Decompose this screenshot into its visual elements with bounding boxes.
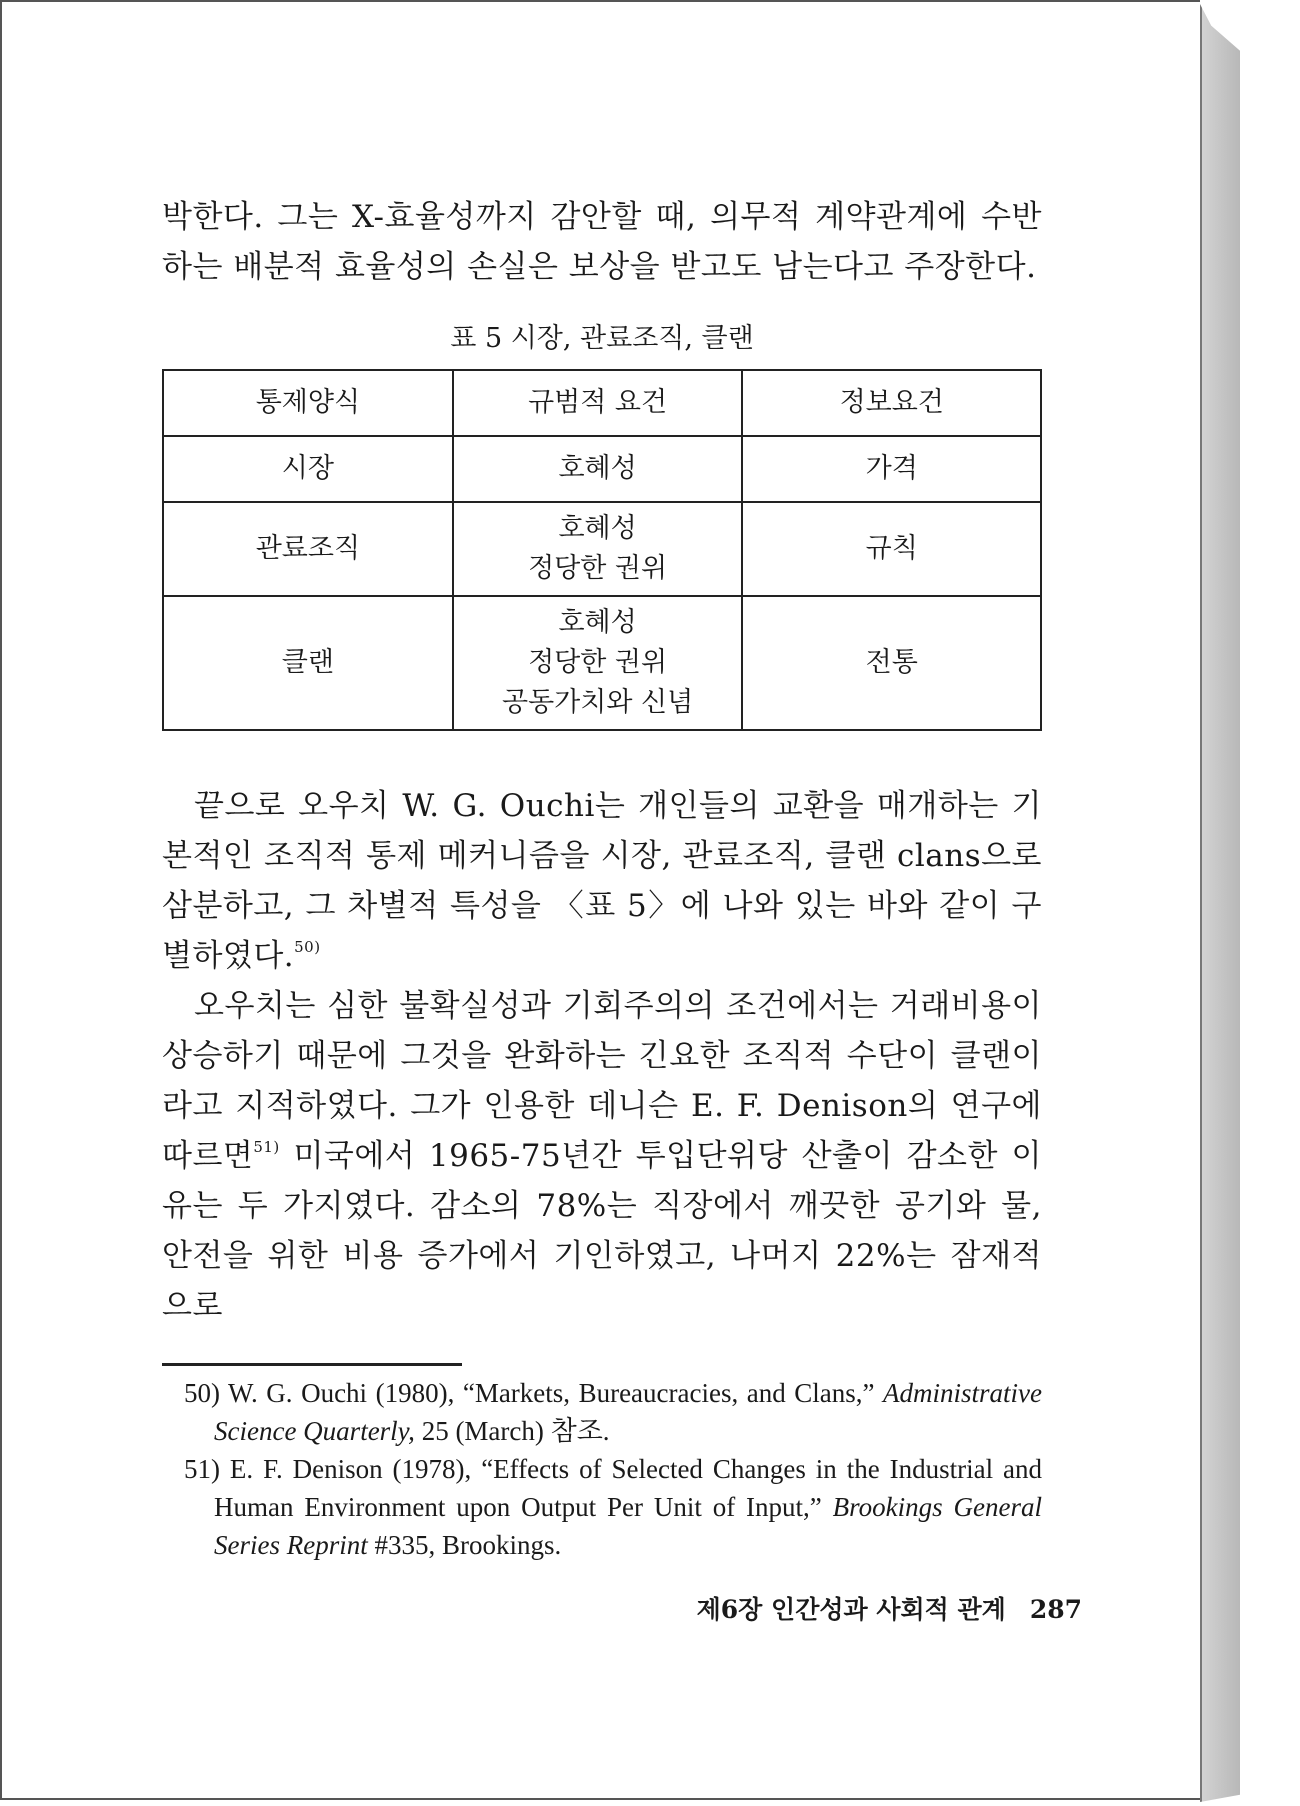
header-cell: 규범적 요건 — [453, 370, 743, 436]
page-edge-shadow — [1200, 4, 1240, 1802]
table-row — [163, 502, 1041, 596]
paragraph-ouchi — [162, 781, 1042, 981]
footnote-ref-51: 51) — [253, 1138, 280, 1156]
chapter-title: 제6장 인간성과 사회적 관계 — [696, 1595, 1006, 1624]
footnote-51 — [162, 1450, 1042, 1564]
norm-line: 정당한 권위 — [528, 647, 668, 678]
info-cell: 규칙 — [742, 502, 1041, 596]
footnote-text: 25 (March) 참조. — [414, 1416, 610, 1446]
table-row — [163, 436, 1041, 502]
page-content — [162, 192, 1042, 1564]
table-header-row — [163, 370, 1041, 436]
header-cell: 정보요건 — [742, 370, 1041, 436]
footnote-divider — [162, 1363, 462, 1366]
footnote-series: Brookings General Series Reprint — [214, 1492, 1042, 1560]
mode-cell: 관료조직 — [163, 502, 453, 596]
mode-cell: 시장 — [163, 436, 453, 502]
norms-cell — [453, 596, 743, 730]
footnote-journal: Administrative Science Quarterly, — [214, 1378, 1042, 1446]
paragraph-text: 오우치는 심한 불확실성과 기회주의의 조건에서는 거래비용이 상승하기 때문에 그것을 완화하는 긴요한 조직적 수단이 클랜이라고 지적하였다. 그가 인용한 데니슨 E. F. Denison의 연구에 따르면 — [162, 988, 1042, 1174]
footnote-number: 50) — [184, 1378, 220, 1408]
table-row — [163, 596, 1041, 730]
mode-cell: 클랜 — [163, 596, 453, 730]
footnote-text: E. F. Denison (1978), “Effects of Selected Changes in the Industrial and Human Environment upon Output Per Unit of Input,” — [214, 1454, 1042, 1522]
paragraph-continuation: 박한다. 그는 X-효율성까지 감안할 때, 의무적 계약관계에 수반하는 배분적 효율성의 손실은 보상을 받고도 남는다고 주장한다. — [162, 199, 1042, 285]
table-caption: 표 5 시장, 관료조직, 클랜 — [450, 323, 754, 354]
norm-line: 호혜성 — [558, 607, 637, 638]
info-cell: 가격 — [742, 436, 1041, 502]
norms-cell — [453, 436, 743, 502]
header-cell: 통제양식 — [163, 370, 453, 436]
info-cell: 전통 — [742, 596, 1041, 730]
footnote-text: W. G. Ouchi (1980), “Markets, Bureaucracies, and Clans,” — [220, 1378, 884, 1408]
footnote-text: #335, Brookings. — [367, 1530, 562, 1560]
footnote-ref-50: 50) — [294, 938, 321, 956]
norms-cell — [453, 502, 743, 596]
paragraph-denison — [162, 981, 1042, 1331]
page-number: 287 — [1029, 1595, 1082, 1624]
norm-line: 공동가치와 신념 — [502, 687, 694, 718]
footnote-number: 51) — [184, 1454, 220, 1484]
paragraph-text: 끝으로 오우치 W. G. Ouchi는 개인들의 교환을 매개하는 기본적인 조직적 통제 메커니즘을 시장, 관료조직, 클랜 clans으로 삼분하고, 그 차별적 특성을 〈표 5〉에 나와 있는 바와 같이 구별하였다. — [162, 788, 1042, 974]
paragraph-text: 미국에서 1965-75년간 투입단위당 산출이 감소한 이유는 두 가지였다. 감소의 78%는 직장에서 깨끗한 공기와 물, 안전을 위한 비용 증가에서 기인하였고, 나머지 22%는 잠재적으로 — [162, 1138, 1042, 1324]
control-modes-table — [162, 369, 1042, 731]
running-footer — [602, 1590, 1082, 1626]
norm-line: 정당한 권위 — [528, 553, 668, 584]
footnote-50 — [162, 1374, 1042, 1450]
norm-line: 호혜성 — [558, 513, 637, 544]
norm-line: 호혜성 — [558, 453, 637, 484]
